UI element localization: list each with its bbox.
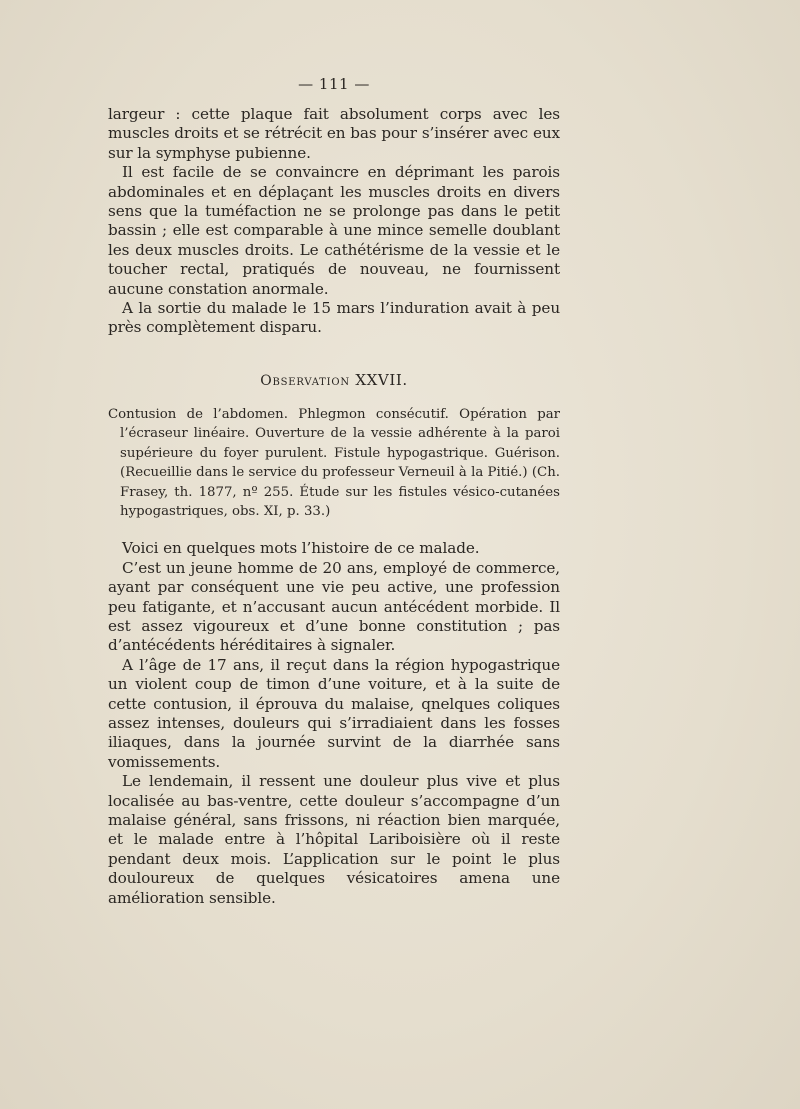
observation-label: Observation bbox=[260, 372, 350, 389]
observation-summary-text: Contusion de l’abdomen. Phlegmon consécutif. Opération par l’écraseur linéaire. Ouverture de la vessie adhérente à la paroi supérieure du foyer purulent. Fistule hypogastrique. Guérison. (Recueillie dans le service du professeur Verneuil à la Pitié.) (Ch. Frasey, th. 1877, nº 255. Étude sur les fistules vésico-cutanées hypogastriques, obs. XI, p. 33.) bbox=[108, 406, 560, 519]
observation-number: XXVII. bbox=[355, 370, 408, 389]
paragraph: Le lendemain, il ressent une douleur plus vive et plus localisée au bas-ventre, cette douleur s’accompagne d’un malaise général, sans frissons, ni réaction bien marquée, et le malade entre à l’hôpital Lariboisière où il reste pendant deux mois. L’application sur le point le plus douloureux de quelques vésicatoires amena une amélioration sensible. bbox=[108, 772, 560, 907]
paragraph: Il est facile de se convaincre en déprimant les parois abdominales et en déplaçant les muscles droits en divers sens que la tuméfaction ne se prolonge pas dans le petit bassin ; elle est comparable à une mince semelle doublant les deux muscles droits. Le cathétérisme de la vessie et le toucher rectal, pratiqués de nouveau, ne fournissent aucune constation anormale. bbox=[108, 163, 560, 298]
observation-summary bbox=[108, 405, 560, 521]
paragraph-continuation: largeur : cette plaque fait absolument corps avec les muscles droits et se rétrécit en bas pour s’insérer avec eux sur la symphyse pubienne. bbox=[108, 105, 560, 162]
paragraph: C’est un jeune homme de 20 ans, employé de commerce, ayant par conséquent une vie peu active, une profession peu fatigante, et n’accusant aucun antécédent morbide. Il est assez vigoureux et d’une bonne constitution ; pas d’antécédents héréditaires à signaler. bbox=[108, 558, 560, 655]
page-number: — 111 — bbox=[298, 75, 370, 93]
text-column bbox=[108, 74, 560, 908]
paragraph: Voici en quelques mots l’histoire de ce malade. bbox=[122, 539, 480, 558]
paragraph: A la sortie du malade le 15 mars l’induration avait à peu près complètement disparu. bbox=[108, 299, 560, 337]
observation-heading bbox=[108, 370, 560, 391]
paragraph: A l’âge de 17 ans, il reçut dans la région hypogastrique un violent coup de timon d’une voiture, et à la suite de cette contusion, il éprouva du malaise, qnelques coliques assez intenses, douleurs qui s’irradiaient dans les fosses iliaques, dans la journée survint de la diarrhée sans vomissements. bbox=[108, 655, 560, 771]
spacer bbox=[108, 521, 560, 539]
